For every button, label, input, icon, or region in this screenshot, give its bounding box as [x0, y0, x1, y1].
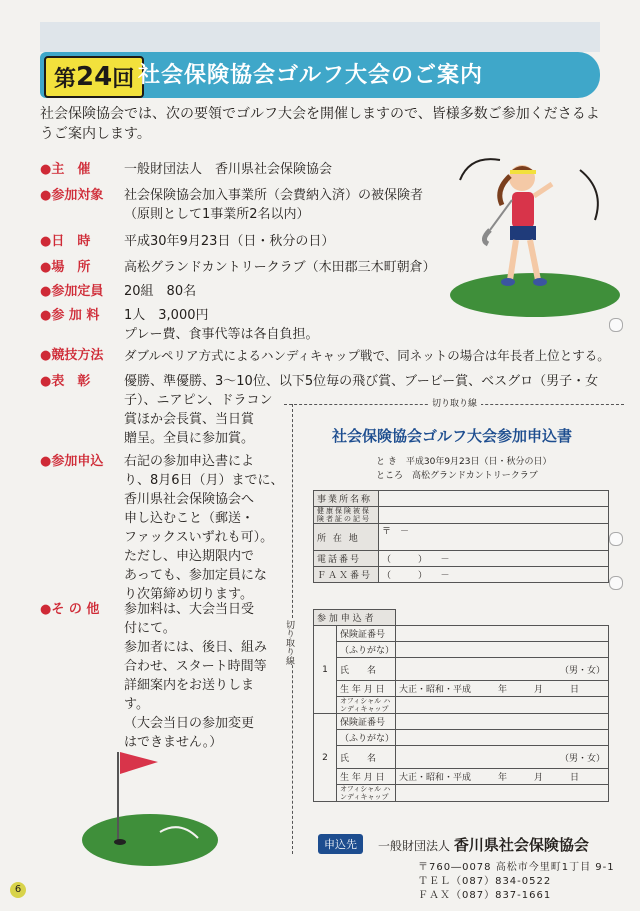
detail-line: 優勝、準優勝、3～10位、以下5位毎の飛び賞、ブービー賞、ベスグロ（男子・女 [124, 374, 599, 389]
detail-line: す。 [124, 697, 149, 712]
detail-line: り、8月6日（月）までに、 [124, 473, 284, 488]
table-row [314, 769, 609, 785]
birthdate-field[interactable]: 大正・昭和・平成 年 月 日 [396, 681, 609, 697]
vertical-cut-label: 切り取り線 [280, 620, 294, 665]
table-row [314, 491, 609, 507]
table-row [314, 697, 609, 714]
insurance-number-field[interactable] [396, 714, 609, 730]
company-name-field[interactable] [379, 491, 609, 507]
background-banner [40, 22, 600, 52]
detail-line: ただし、申込期限内で [124, 549, 255, 564]
detail-line: ファックスいずれも可）。 [124, 530, 274, 545]
birthdate-field[interactable]: 大正・昭和・平成 年 月 日 [396, 769, 609, 785]
detail-label: ●表 彰 [40, 374, 91, 389]
org-type: 一般財団法人 [378, 839, 451, 853]
field-label: オフィシャル ハンディキャップ [337, 785, 396, 802]
row-label: 健康保険被保険者証の記号 [314, 507, 379, 524]
detail-label: ●主 催 [40, 162, 91, 177]
participants-header: 参 加 申 込 者 [314, 610, 396, 626]
footer-organization [378, 834, 589, 855]
row-label: ＦＡＸ番号 [314, 567, 379, 583]
phone-field[interactable]: （ ） － [379, 551, 609, 567]
participant-number: 2 [314, 714, 337, 802]
furigana-field[interactable] [396, 642, 609, 658]
table-row [314, 785, 609, 802]
detail-line: り次第締め切ります。 [124, 587, 253, 602]
cut-line-label: 切り取り線 [428, 396, 481, 409]
name-field[interactable] [396, 746, 609, 769]
footer-address: 〒760―0078 高松市今里町1丁目 9-1 [418, 862, 615, 873]
insurance-code-field[interactable] [379, 507, 609, 524]
binder-hole [609, 576, 623, 590]
page-number: 6 [10, 882, 26, 898]
detail-line: 合わせ、スタート時間等 [124, 659, 267, 674]
field-label: （ふりがな） [337, 642, 396, 658]
detail-value-note: プレー費、食事代等は各自負担。 [124, 327, 319, 342]
detail-line: 右記の参加申込書によ [124, 454, 255, 469]
field-label: 氏 名 [337, 746, 396, 769]
handicap-field[interactable] [396, 697, 609, 714]
issue-prefix: 第 [54, 66, 77, 92]
issue-suffix: 回 [112, 66, 135, 92]
binder-hole [609, 318, 623, 332]
detail-value-note: （原則として1事業所2名以内） [124, 207, 310, 222]
detail-value: 高松グランドカントリークラブ（木田郡三木町朝倉） [124, 260, 436, 275]
row-label: 事業所名称 [314, 491, 379, 507]
row-label: 所 在 地 [314, 524, 379, 551]
detail-value: 1人 3,000円 [124, 308, 209, 323]
detail-line: 香川県社会保険協会へ [124, 492, 255, 507]
detail-label: ●参 加 料 [40, 308, 100, 323]
detail-line: 賞ほか会長賞、当日賞 [124, 412, 255, 427]
name-field[interactable] [396, 658, 609, 681]
detail-label: ●そ の 他 [40, 602, 100, 617]
detail-line: 参加料は、大会当日受 [124, 602, 255, 617]
golf-flag-illustration [80, 740, 220, 870]
detail-line: 参加者には、後日、組み [124, 640, 268, 655]
field-label: 保険証番号 [337, 714, 396, 730]
page-title: 社会保険協会ゴルフ大会のご案内 [138, 63, 484, 88]
detail-value: 平成30年9月23日（日・秋分の日） [124, 234, 335, 249]
detail-value: ダブルペリア方式によるハンディキャップ戦で、同ネットの場合は年長者上位とする。 [124, 348, 610, 363]
intro-text: 社会保険協会では、次の要領でゴルフ大会を開催しますので、皆様多数ご参加くださるようご案内します。 [40, 106, 600, 142]
fax-field[interactable]: （ ） － [379, 567, 609, 583]
gender-options: （男・女） [559, 753, 605, 764]
detail-label: ●参加定員 [40, 284, 104, 299]
detail-line: はできません。） [124, 735, 223, 750]
detail-label: ●日 時 [40, 234, 91, 249]
detail-value: 一般財団法人 香川県社会保険協会 [124, 162, 333, 177]
form-date: と き 平成30年9月23日（日・秋分の日） [376, 457, 552, 467]
org-name: 香川県社会保険協会 [453, 836, 589, 854]
form-title: 社会保険協会ゴルフ大会参加申込書 [332, 427, 573, 445]
participants-table [313, 609, 609, 802]
gender-options: （男・女） [559, 665, 605, 676]
field-label: 氏 名 [337, 658, 396, 681]
issue-badge [44, 56, 144, 98]
detail-line: あっても、参加定員にな [124, 568, 267, 583]
detail-line: 子）、ニアピン、ドラコン [124, 393, 273, 408]
table-row [314, 714, 609, 730]
insurance-number-field[interactable] [396, 626, 609, 642]
table-row [314, 507, 609, 524]
detail-line: 詳細案内をお送りしま [124, 678, 255, 693]
field-label: 保険証番号 [337, 626, 396, 642]
table-row [314, 524, 609, 551]
table-row [314, 746, 609, 769]
detail-label: ●参加申込 [40, 454, 104, 469]
green-patch [82, 814, 218, 866]
company-info-table [313, 490, 609, 583]
detail-value: 20組 80名 [124, 284, 197, 299]
field-label: （ふりがな） [337, 730, 396, 746]
binder-hole [609, 532, 623, 546]
handicap-field[interactable] [396, 785, 609, 802]
participant-number: 1 [314, 626, 337, 714]
footer-fax: ＦＡＸ（087）837-1661 [418, 890, 552, 901]
table-row [314, 730, 609, 746]
field-label: 生 年 月 日 [337, 681, 396, 697]
table-row [314, 658, 609, 681]
table-row [314, 567, 609, 583]
field-label: 生 年 月 日 [337, 769, 396, 785]
detail-line: 申し込むこと（郵送・ [124, 511, 255, 526]
issue-number: 24 [76, 62, 113, 92]
furigana-field[interactable] [396, 730, 609, 746]
table-row [314, 626, 609, 642]
detail-label: ●競技方法 [40, 348, 104, 363]
detail-line: 付にて。 [124, 621, 176, 636]
detail-label: ●場 所 [40, 260, 91, 275]
table-row [314, 551, 609, 567]
apply-to-badge: 申込先 [318, 834, 363, 854]
table-row [314, 642, 609, 658]
address-field[interactable]: 〒 － [379, 524, 609, 551]
form-place: ところ 高松グランドカントリークラブ [376, 471, 538, 481]
detail-label: ●参加対象 [40, 188, 104, 203]
detail-line: （大会当日の参加変更 [124, 716, 255, 731]
row-label: 電話番号 [314, 551, 379, 567]
table-row [314, 610, 609, 626]
detail-line: 贈呈。全員に参加賞。 [124, 431, 255, 446]
table-row [314, 681, 609, 697]
detail-value: 社会保険協会加入事業所（会費納入済）の被保険者 [124, 188, 424, 203]
field-label: オフィシャル ハンディキャップ [337, 697, 396, 714]
footer-tel: ＴＥＬ（087）834-0522 [418, 876, 552, 887]
golfer-illustration [440, 150, 620, 320]
